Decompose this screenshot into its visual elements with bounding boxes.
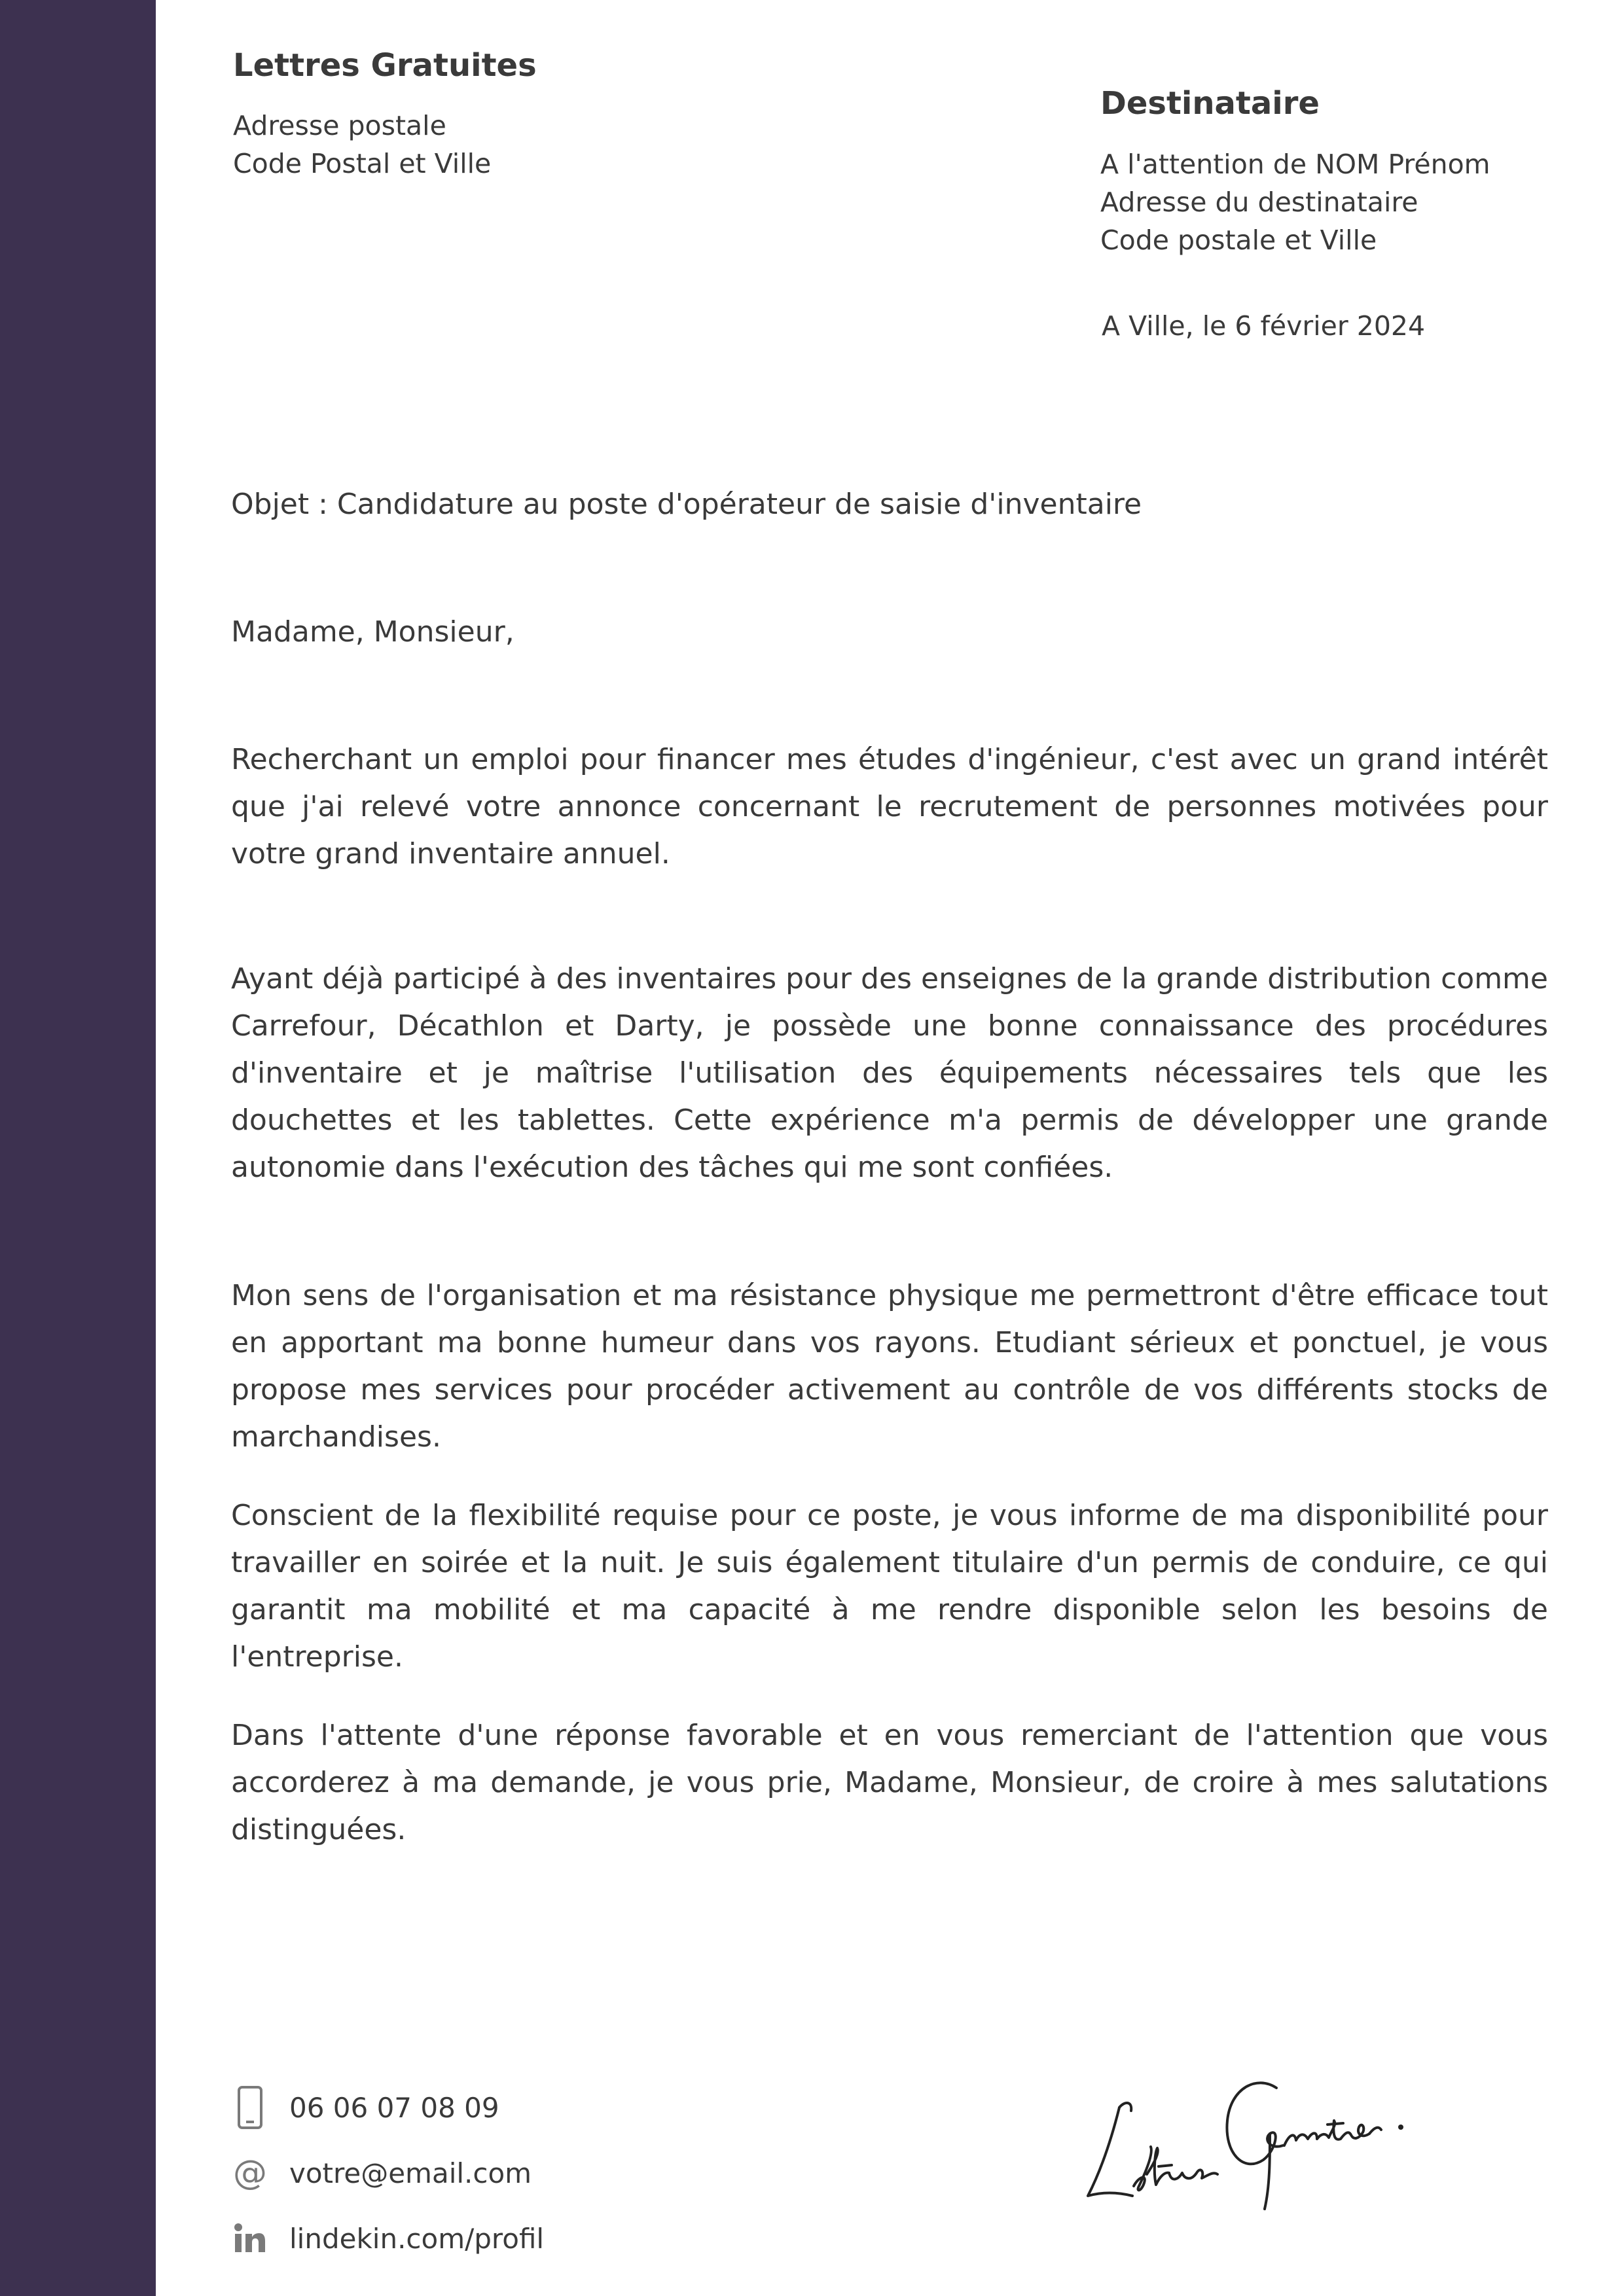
body-paragraph-4: Conscient de la flexibilité requise pour ce poste, je vous informe de ma disponibilité pour travailler en soirée et la nuit. Je suis également titulaire d'un permis de conduire, ce qui garantit ma mobilité et ma capacité à me rendre disponible selon les besoins de l'entreprise. — [231, 1499, 1548, 1674]
letter-salutation: Madame, Monsieur, — [231, 615, 514, 649]
recipient-attention: A l'attention de NOM Prénom — [1100, 149, 1490, 180]
recipient-title: Destinataire — [1100, 85, 1320, 122]
contact-phone-row — [230, 2085, 499, 2130]
sender-name: Lettres Gratuites — [233, 47, 537, 84]
svg-text:@: @ — [233, 2155, 267, 2191]
contact-phone: 06 06 07 08 09 — [289, 2091, 499, 2124]
sender-address: Adresse postale — [233, 110, 446, 141]
letter-subject: Objet : Candidature au poste d'opérateur de saisie d'inventaire — [231, 488, 1142, 521]
signature — [1074, 2062, 1466, 2219]
phone-icon — [230, 2085, 270, 2130]
contact-email-row — [230, 2150, 532, 2196]
recipient-city: Code postale et Ville — [1100, 224, 1377, 256]
recipient-address: Adresse du destinataire — [1100, 187, 1418, 218]
body-paragraph-2: Ayant déjà participé à des inventaires pour des enseignes de la grande distribution comme Carrefour, Décathlon et Darty, je possède une bonne connaissance des procédures d'inventaire et je maîtrise l'utilisation des équipements nécessaires tels que les douchettes et les tablettes. Cette expérience m'a permis de développer une grande autonomie dans l'exécution des tâches qui me sont confiées. — [231, 962, 1548, 1184]
contact-linkedin-row — [230, 2215, 544, 2261]
body-paragraph-5: Dans l'attente d'une réponse favorable et en vous remerciant de l'attention que vous accorderez à ma demande, je vous prie, Madame, Monsieur, de croire à mes salutations distinguées. — [231, 1719, 1548, 1846]
sender-city: Code Postal et Ville — [233, 148, 492, 179]
contact-email[interactable]: votre@email.com — [289, 2157, 532, 2189]
body-paragraph-1: Recherchant un emploi pour financer mes études d'ingénieur, c'est avec un grand intérêt que j'ai relevé votre annonce concernant le recrutement de personnes motivées pour votre grand inventaire annuel. — [231, 743, 1548, 870]
contact-linkedin[interactable]: lindekin.com/profil — [289, 2222, 545, 2255]
at-icon — [230, 2150, 270, 2196]
body-paragraph-3: Mon sens de l'organisation et ma résistance physique me permettront d'être efficace tout en apportant ma bonne humeur dans vos rayons. Etudiant sérieux et ponctuel, je vous propose mes services pour procéder activement au contrôle de vos différents stocks de marchandises. — [231, 1279, 1548, 1454]
sidebar-band — [0, 0, 156, 2296]
letter-date: A Ville, le 6 février 2024 — [1102, 310, 1426, 342]
linkedin-icon — [230, 2215, 270, 2261]
